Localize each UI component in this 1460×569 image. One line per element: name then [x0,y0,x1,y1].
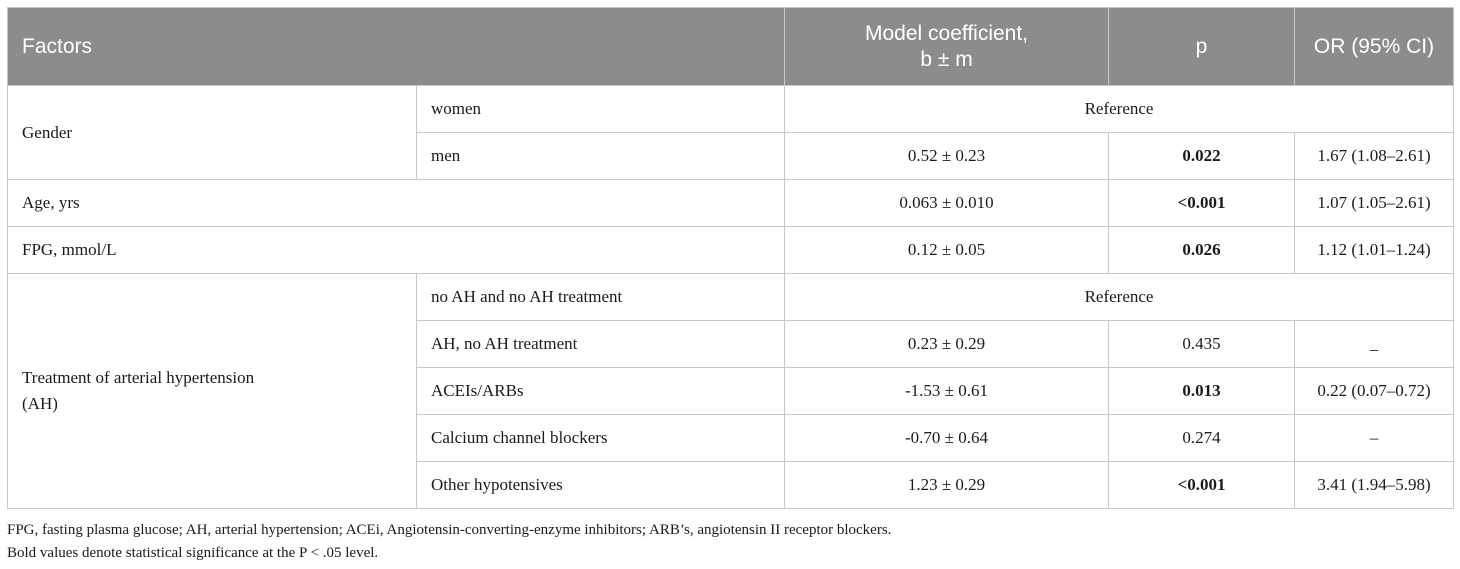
header-coef-line1: Model coefficient, [864,21,1029,45]
level-no-ah: no AH and no AH treatment [417,274,785,321]
level-ah-no-treatment: AH, no AH treatment [417,321,785,368]
or-cell: 1.07 (1.05–2.61) [1295,180,1454,227]
reference-cell: Reference [785,274,1454,321]
header-or: OR (95% CI) [1295,8,1454,86]
treatment-label-line1: Treatment of arterial hypertension [22,368,255,387]
or-cell: _ [1295,321,1454,368]
header-factors: Factors [8,8,785,86]
table-row [8,274,1454,321]
or-cell: – [1295,415,1454,462]
coef-cell: 1.23 ± 0.29 [785,462,1109,509]
table-row [8,180,1454,227]
reference-cell: Reference [785,86,1454,133]
level-ccb: Calcium channel blockers [417,415,785,462]
table-row [8,86,1454,133]
coef-cell: 0.52 ± 0.23 [785,133,1109,180]
p-cell: 0.435 [1109,321,1295,368]
p-cell: 0.274 [1109,415,1295,462]
treatment-label-line2: (AH) [22,394,58,413]
coef-cell: 0.063 ± 0.010 [785,180,1109,227]
coef-cell: -1.53 ± 0.61 [785,368,1109,415]
or-cell: 1.12 (1.01–1.24) [1295,227,1454,274]
level-women: women [417,86,785,133]
or-cell: 0.22 (0.07–0.72) [1295,368,1454,415]
coef-cell: 0.23 ± 0.29 [785,321,1109,368]
header-coef-line2: b ± m [920,47,973,71]
regression-table [7,7,1454,509]
factor-fpg: FPG, mmol/L [8,227,785,274]
factor-age: Age, yrs [8,180,785,227]
p-cell: 0.026 [1109,227,1295,274]
footnote-abbreviations: FPG, fasting plasma glucose; AH, arterial hypertension; ACEi, Angiotensin-converting-enzyme inhibitors; ARB’s, angiotensin II receptor blockers. [7,522,892,538]
or-cell: 3.41 (1.94–5.98) [1295,462,1454,509]
coef-cell: -0.70 ± 0.64 [785,415,1109,462]
p-cell: 0.022 [1109,133,1295,180]
level-acei-arb: ACEIs/ARBs [417,368,785,415]
factor-treatment [8,274,417,509]
table-header-row [8,8,1454,86]
p-cell: 0.013 [1109,368,1295,415]
table-footnotes [7,519,891,565]
header-p: p [1109,8,1295,86]
factor-gender: Gender [8,86,417,180]
p-cell: <0.001 [1109,462,1295,509]
header-model-coefficient [785,8,1109,86]
level-other-hypotensives: Other hypotensives [417,462,785,509]
coef-cell: 0.12 ± 0.05 [785,227,1109,274]
p-cell: <0.001 [1109,180,1295,227]
level-men: men [417,133,785,180]
footnote-significance: Bold values denote statistical significance at the P < .05 level. [7,545,379,561]
table-row [8,227,1454,274]
or-cell: 1.67 (1.08–2.61) [1295,133,1454,180]
